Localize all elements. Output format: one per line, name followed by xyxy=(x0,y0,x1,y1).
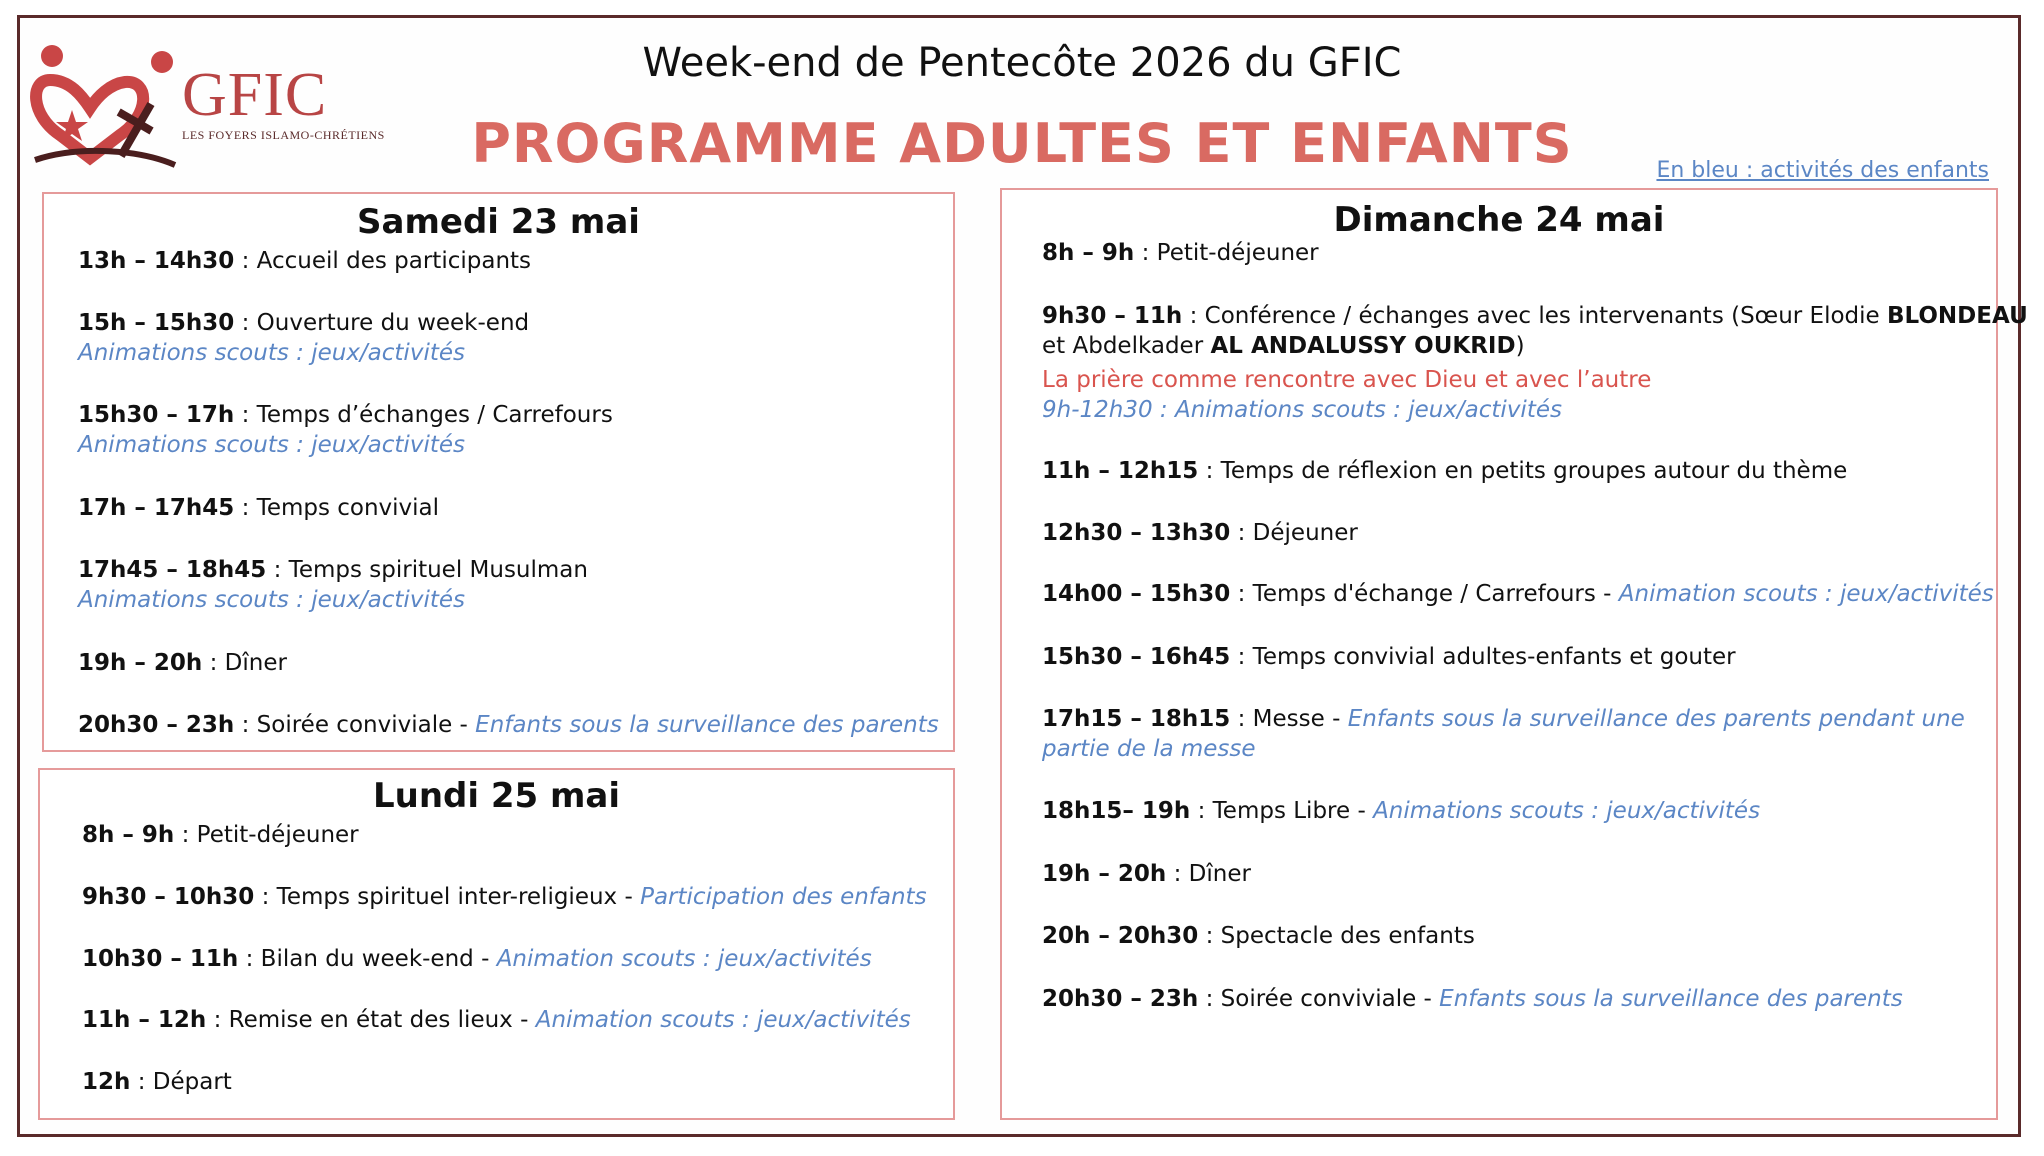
schedule-item: 9h30 – 11h : Conférence / échanges avec les intervenants (Sœur Elodie BLONDEAU et Abdelkader AL ANDALUSSY OUKRID) La prière comme rencontre avec Dieu et avec l’autre 9h-12h30 : Animations scouts : jeux/activités xyxy=(1042,303,2028,423)
time-range: 9h30 – 10h30 xyxy=(82,884,255,910)
activity: Soirée conviviale - xyxy=(1220,986,1440,1012)
activity: Dîner xyxy=(224,650,287,676)
schedule-item: 17h15 – 18h15 : Messe - Enfants sous la surveillance des parents pendant une partie de la messe xyxy=(1042,706,1965,762)
time-range: 18h15– 19h xyxy=(1042,798,1191,824)
time-range: 12h30 – 13h30 xyxy=(1042,520,1231,546)
color-legend: En bleu : activités des enfants xyxy=(1656,158,1989,183)
speaker-name: BLONDEAU xyxy=(1887,303,2028,329)
kids-activity: Animations scouts : jeux/activités xyxy=(1373,798,1761,824)
kids-activity: Enfants sous la surveillance des parents xyxy=(475,712,939,738)
schedule-item: 11h – 12h15 : Temps de réflexion en petits groupes autour du thème xyxy=(1042,458,1848,484)
schedule-item: 9h30 – 10h30 : Temps spirituel inter-religieux - Participation des enfants xyxy=(82,884,927,910)
activity: Temps spirituel Musulman xyxy=(288,557,588,583)
time-range: 17h45 – 18h45 xyxy=(78,557,267,583)
lundi-box xyxy=(38,768,955,1120)
schedule-item: 20h30 – 23h : Soirée conviviale - Enfants sous la surveillance des parents xyxy=(78,712,939,738)
activity: Remise en état des lieux - xyxy=(228,1007,536,1033)
logo-tagline: LES FOYERS ISLAMO-CHRÉTIENS xyxy=(182,128,385,142)
schedule-item: 13h – 14h30 : Accueil des participants xyxy=(78,248,532,274)
activity: Temps d'échange / Carrefours - xyxy=(1252,581,1619,607)
activity: Spectacle des enfants xyxy=(1220,923,1475,949)
time-range: 17h15 – 18h15 xyxy=(1042,706,1231,732)
kids-activity: Animation scouts : jeux/activités xyxy=(496,946,872,972)
schedule-item: 15h30 – 16h45 : Temps convivial adultes-enfants et gouter xyxy=(1042,644,1736,670)
time-range: 8h – 9h xyxy=(82,822,175,848)
activity: Messe - xyxy=(1252,706,1348,732)
time-range: 15h30 – 16h45 xyxy=(1042,644,1231,670)
schedule-item: 17h – 17h45 : Temps convivial xyxy=(78,495,440,521)
time-range: 17h – 17h45 xyxy=(78,495,235,521)
schedule-item: 20h – 20h30 : Spectacle des enfants xyxy=(1042,923,1475,949)
time-range: 11h – 12h15 xyxy=(1042,458,1199,484)
activity: Bilan du week-end - xyxy=(260,946,497,972)
kids-activity: Animations scouts : jeux/activités xyxy=(78,432,465,458)
kids-activity: 9h-12h30 : Animations scouts : jeux/activités xyxy=(1042,397,1562,423)
time-range: 19h – 20h xyxy=(1042,861,1167,887)
samedi-box xyxy=(42,192,955,752)
schedule-item: 10h30 – 11h : Bilan du week-end - Animation scouts : jeux/activités xyxy=(82,946,872,972)
time-range: 11h – 12h xyxy=(82,1007,207,1033)
time-range: 12h xyxy=(82,1069,131,1095)
dimanche-box xyxy=(1000,188,2028,1120)
time-range: 19h – 20h xyxy=(78,650,203,676)
time-range: 15h – 15h30 xyxy=(78,310,235,336)
activity: Dîner xyxy=(1188,861,1251,887)
time-range: 8h – 9h xyxy=(1042,240,1135,266)
activity: Temps convivial adultes-enfants et gouter xyxy=(1252,644,1736,670)
schedule-item: 12h30 – 13h30 : Déjeuner xyxy=(1042,520,1358,546)
activity: Conférence / échanges avec les intervenants (Sœur Elodie xyxy=(1204,303,1887,329)
activity: Temps d’échanges / Carrefours xyxy=(256,402,613,428)
day-heading: Lundi 25 mai xyxy=(372,776,621,816)
kids-activity: Enfants sous la surveillance des parents pendant une partie de la messe xyxy=(1042,706,1965,762)
day-heading: Samedi 23 mai xyxy=(357,202,640,242)
schedule-item: 17h45 – 18h45 : Temps spirituel Musulman Animations scouts : jeux/activités xyxy=(78,557,588,613)
activity: Soirée conviviale - xyxy=(256,712,476,738)
kids-activity: Enfants sous la surveillance des parents xyxy=(1439,986,1903,1012)
activity: Temps convivial xyxy=(256,495,440,521)
kids-activity: Animations scouts : jeux/activités xyxy=(78,587,465,613)
schedule-item: 14h00 – 15h30 : Temps d'échange / Carrefours - Animation scouts : jeux/activités xyxy=(1042,581,1994,607)
time-range: 10h30 – 11h xyxy=(82,946,239,972)
schedule-item: 18h15– 19h : Temps Libre - Animations scouts : jeux/activités xyxy=(1042,798,1761,824)
time-range: 20h30 – 23h xyxy=(78,712,235,738)
activity: Temps spirituel inter-religieux - xyxy=(276,884,641,910)
schedule-item: 19h – 20h : Dîner xyxy=(1042,861,1251,887)
schedule-item: 20h30 – 23h : Soirée conviviale - Enfants sous la surveillance des parents xyxy=(1042,986,1903,1012)
time-range: 15h30 – 17h xyxy=(78,402,235,428)
conference-theme: La prière comme rencontre avec Dieu et avec l’autre xyxy=(1042,367,1652,393)
schedule-item: 15h – 15h30 : Ouverture du week-end Animations scouts : jeux/activités xyxy=(78,310,530,366)
kids-activity: Animations scouts : jeux/activités xyxy=(78,340,465,366)
activity: Petit-déjeuner xyxy=(1156,240,1319,266)
activity: Accueil des participants xyxy=(256,248,532,274)
kids-activity: Animation scouts : jeux/activités xyxy=(535,1007,911,1033)
speaker-name: AL ANDALUSSY OUKRID xyxy=(1210,333,1516,359)
time-range: 20h – 20h30 xyxy=(1042,923,1199,949)
schedule-item: 15h30 – 17h : Temps d’échanges / Carrefours Animations scouts : jeux/activités xyxy=(78,402,613,458)
time-range: 14h00 – 15h30 xyxy=(1042,581,1231,607)
page-subtitle: PROGRAMME ADULTES ET ENFANTS xyxy=(471,112,1573,175)
activity: Temps de réflexion en petits groupes autour du thème xyxy=(1220,458,1848,484)
time-range: 20h30 – 23h xyxy=(1042,986,1199,1012)
activity: Temps Libre - xyxy=(1212,798,1374,824)
activity: Petit-déjeuner xyxy=(196,822,359,848)
kids-activity: Animation scouts : jeux/activités xyxy=(1618,581,1994,607)
activity: Départ xyxy=(152,1069,232,1095)
kids-activity: Participation des enfants xyxy=(640,884,927,910)
schedule-item: 8h – 9h : Petit-déjeuner xyxy=(1042,240,1319,266)
time-range: 9h30 – 11h xyxy=(1042,303,1183,329)
activity: Déjeuner xyxy=(1252,520,1358,546)
activity: Ouverture du week-end xyxy=(256,310,530,336)
schedule-item: 19h – 20h : Dîner xyxy=(78,650,287,676)
schedule-item: 8h – 9h : Petit-déjeuner xyxy=(82,822,359,848)
activity: et Abdelkader xyxy=(1042,333,1211,359)
schedule-item: 11h – 12h : Remise en état des lieux - Animation scouts : jeux/activités xyxy=(82,1007,911,1033)
day-heading: Dimanche 24 mai xyxy=(1333,200,1665,240)
page-title: Week-end de Pentecôte 2026 du GFIC xyxy=(642,40,1402,86)
time-range: 13h – 14h30 xyxy=(78,248,235,274)
schedule-item: 12h : Départ xyxy=(82,1069,232,1095)
logo-wordmark: GFIC xyxy=(182,61,328,129)
